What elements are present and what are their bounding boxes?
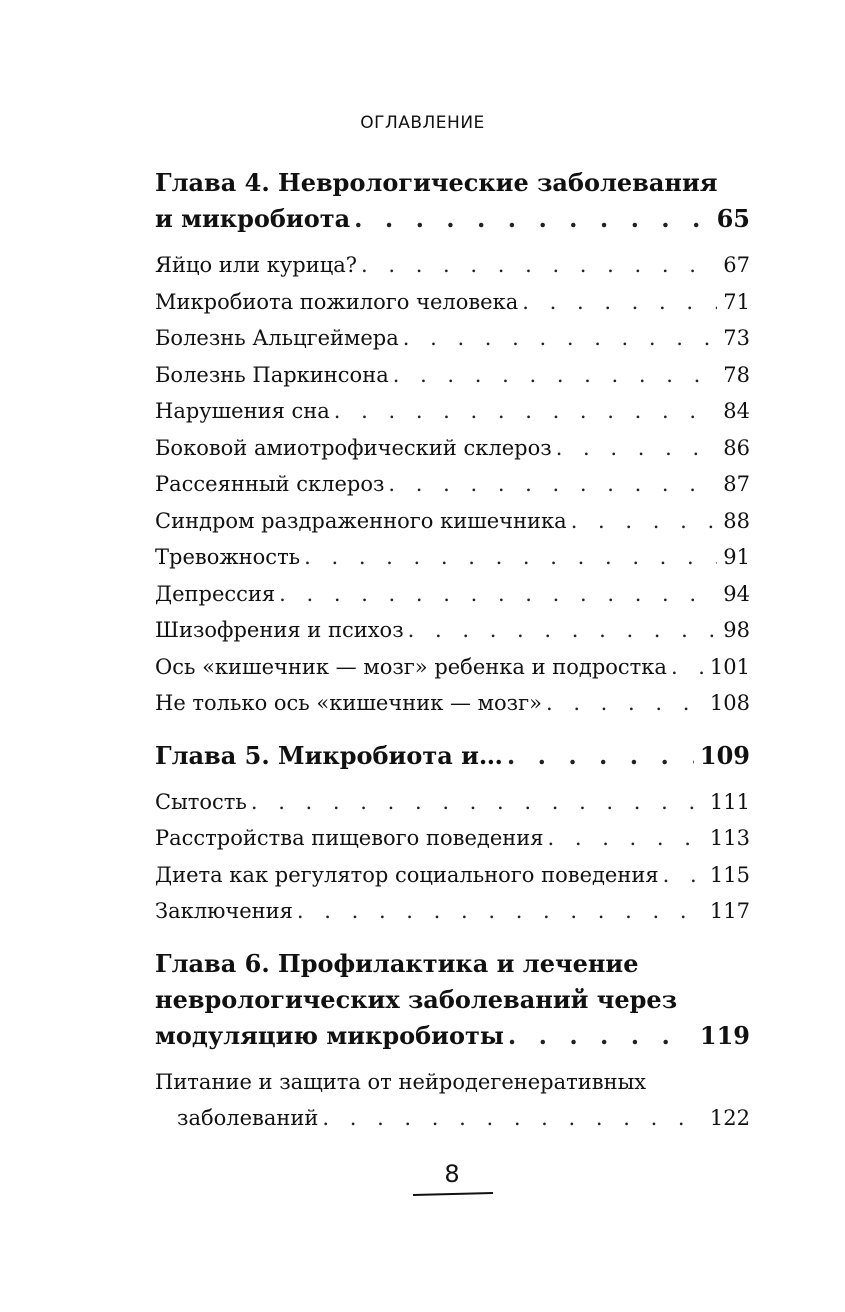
chapter-title-line: и микробиота bbox=[155, 204, 351, 233]
toc-entry[interactable] bbox=[155, 320, 750, 357]
entry-label: Нарушения сна bbox=[155, 399, 330, 423]
page-number: 117 bbox=[709, 899, 750, 923]
leader-dots bbox=[354, 201, 710, 237]
toc-entry[interactable] bbox=[155, 784, 750, 821]
page-number: 91 bbox=[723, 545, 750, 569]
chapter-6 bbox=[155, 946, 750, 1137]
chapter-title-line: модуляцию микробиоты bbox=[155, 1020, 504, 1050]
entry-label: Синдром раздраженного кишечника bbox=[155, 508, 567, 533]
leader-dots bbox=[663, 857, 704, 894]
chapter-4 bbox=[155, 165, 750, 722]
entry-label: Тревожность bbox=[155, 545, 301, 569]
entry-label: Диета как регулятор социального поведения bbox=[155, 862, 659, 887]
leader-dots bbox=[304, 539, 717, 576]
toc-entry[interactable] bbox=[155, 393, 750, 430]
entry-label: Расстройства пищевого поведения bbox=[155, 826, 544, 850]
page-number: 108 bbox=[709, 691, 750, 715]
section-list bbox=[155, 247, 750, 722]
leader-dots bbox=[408, 612, 718, 649]
leader-dots bbox=[507, 738, 694, 774]
toc-entry[interactable] bbox=[155, 857, 750, 894]
chapter-4-heading[interactable] bbox=[155, 165, 750, 237]
toc-entry[interactable] bbox=[155, 284, 750, 321]
toc-entry[interactable] bbox=[155, 820, 750, 857]
toc-entry[interactable] bbox=[155, 430, 750, 467]
section-list bbox=[155, 784, 750, 930]
page-number: 71 bbox=[723, 289, 750, 314]
entry-label: Заключения bbox=[155, 899, 293, 923]
toc-entry[interactable] bbox=[155, 649, 750, 686]
page-number: 111 bbox=[709, 789, 750, 814]
entry-label: Сытость bbox=[155, 789, 247, 814]
toc-entry[interactable] bbox=[155, 357, 750, 394]
entry-label: Боковой амиотрофический склероз bbox=[155, 435, 552, 460]
chapter-6-heading[interactable] bbox=[155, 946, 750, 1054]
page-number: 109 bbox=[699, 740, 750, 770]
page-number: 122 bbox=[709, 1106, 750, 1130]
page-folio: 8 bbox=[444, 1160, 460, 1188]
folio-underline bbox=[413, 1192, 493, 1196]
chapter-title-line: Глава 4. Неврологические заболевания bbox=[155, 168, 718, 197]
entry-label: заболеваний bbox=[177, 1106, 319, 1130]
entry-label-line: Питание и защита от нейродегенеративных bbox=[155, 1069, 647, 1094]
page-number: 67 bbox=[723, 253, 750, 277]
toc-entry[interactable] bbox=[155, 539, 750, 576]
page-number: 88 bbox=[723, 508, 750, 533]
page-number: 113 bbox=[709, 826, 750, 850]
leader-dots bbox=[403, 320, 718, 357]
toc-entry[interactable] bbox=[155, 576, 750, 613]
page-number: 73 bbox=[723, 326, 750, 350]
page-number: 101 bbox=[709, 654, 750, 679]
leader-dots bbox=[393, 357, 718, 394]
page-number: 98 bbox=[723, 618, 750, 642]
leader-dots bbox=[251, 784, 704, 821]
leader-dots bbox=[297, 893, 704, 930]
entry-label: Шизофрения и психоз bbox=[155, 618, 404, 642]
page-number: 78 bbox=[723, 362, 750, 387]
entry-label: Микробиота пожилого человека bbox=[155, 289, 519, 314]
entry-label: Рассеянный склероз bbox=[155, 472, 385, 496]
table-of-contents bbox=[155, 165, 750, 1153]
entry-label: Яйцо или курица? bbox=[155, 253, 357, 277]
chapter-title-line: Глава 5. Микробиота и… bbox=[155, 740, 503, 770]
toc-entry[interactable] bbox=[155, 612, 750, 649]
chapter-5-heading[interactable] bbox=[155, 738, 750, 774]
page-number: 94 bbox=[723, 581, 750, 606]
leader-dots bbox=[361, 247, 717, 284]
page-number: 65 bbox=[716, 204, 750, 233]
toc-entry[interactable] bbox=[155, 247, 750, 284]
leader-dots bbox=[548, 820, 704, 857]
running-head: ОГЛАВЛЕНИЕ bbox=[360, 113, 485, 133]
leader-dots bbox=[388, 466, 717, 503]
leader-dots bbox=[522, 284, 717, 321]
toc-entry[interactable] bbox=[155, 1064, 750, 1137]
toc-entry[interactable] bbox=[155, 893, 750, 930]
section-list bbox=[155, 1064, 750, 1137]
toc-entry[interactable] bbox=[155, 685, 750, 722]
entry-label: Болезнь Альцгеймера bbox=[155, 326, 399, 350]
leader-dots bbox=[508, 1018, 694, 1054]
toc-entry[interactable] bbox=[155, 503, 750, 540]
entry-label: Ось «кишечник — мозг» ребенка и подростка bbox=[155, 654, 667, 679]
leader-dots bbox=[279, 576, 717, 613]
entry-label: Не только ось «кишечник — мозг» bbox=[155, 691, 542, 715]
chapter-title-line: Глава 6. Профилактика и лечение bbox=[155, 948, 639, 978]
page-number: 87 bbox=[723, 472, 750, 496]
page-number: 84 bbox=[723, 399, 750, 423]
chapter-5 bbox=[155, 738, 750, 930]
toc-entry[interactable] bbox=[155, 466, 750, 503]
entry-label: Депрессия bbox=[155, 581, 276, 606]
entry-label: Болезнь Паркинсона bbox=[155, 362, 389, 387]
leader-dots bbox=[556, 430, 718, 467]
leader-dots bbox=[546, 685, 704, 722]
page-number: 86 bbox=[723, 435, 750, 460]
leader-dots bbox=[334, 393, 717, 430]
page-number: 119 bbox=[699, 1020, 750, 1050]
leader-dots bbox=[322, 1100, 704, 1137]
leader-dots bbox=[671, 649, 704, 686]
chapter-title-line: неврологических заболеваний через bbox=[155, 984, 678, 1014]
leader-dots bbox=[571, 503, 718, 540]
page-number: 115 bbox=[709, 862, 750, 887]
